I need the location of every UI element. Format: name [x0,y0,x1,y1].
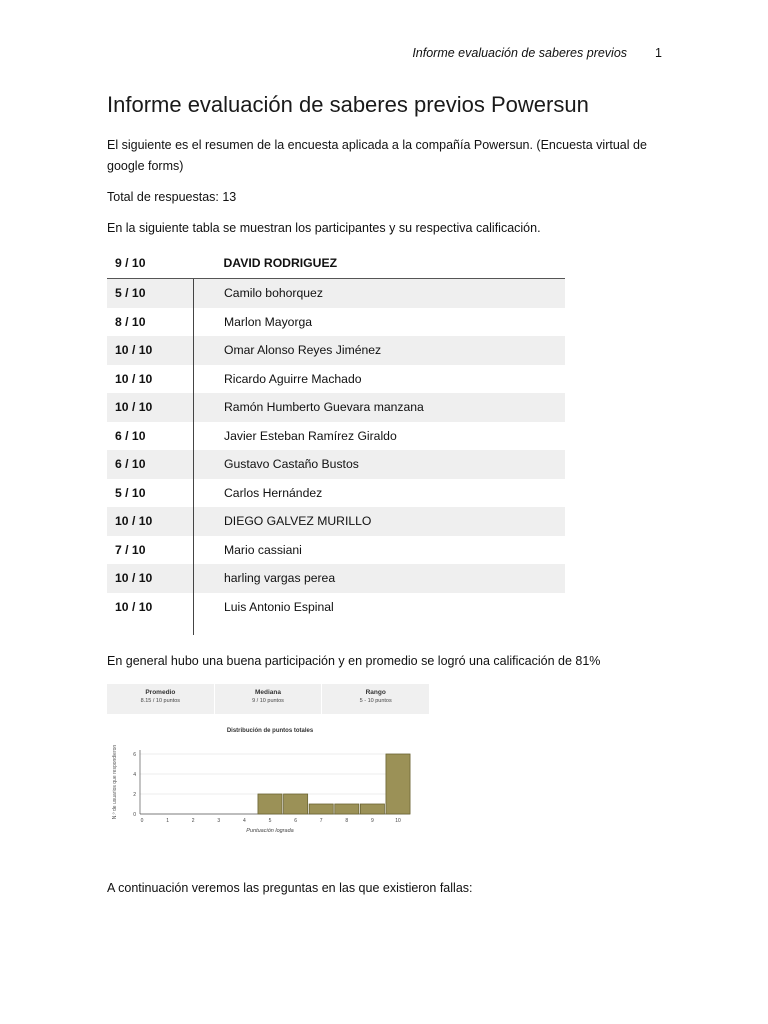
row-score: 5 / 10 [107,279,194,308]
table-row [107,422,565,451]
row-name: Carlos Hernández [224,485,323,500]
x-tick-label: 2 [191,818,195,824]
row-name: Marlon Mayorga [224,314,313,329]
x-tick-label: 1 [166,818,169,824]
row-name: Gustavo Castaño Bustos [194,450,566,479]
bar-score-7 [309,804,333,814]
row-name: Omar Alonso Reyes Jiménez [194,336,566,365]
table-row [107,336,565,365]
x-tick-label: 10 [395,818,401,824]
row-score: 10 / 10 [107,564,194,593]
row-score: 10 / 10 [107,336,194,365]
chart-title: Distribución de puntos totales [226,728,314,734]
table-row [107,450,565,479]
table-header-score: 9 / 10 [107,248,194,279]
row-score: 10 / 10 [107,507,194,536]
row-name: Ramón Humberto Guevara manzana [194,393,566,422]
table-row [107,536,565,565]
row-name: Luis Antonio Espinal [224,599,334,614]
summary-paragraph: En general hubo una buena participación y en promedio se logró una calificación de 81% [107,654,601,668]
y-axis-label: N.º de usuarios que respondieron [112,744,118,820]
row-name: Mario cassiani [224,542,302,557]
stat-label: Mediana [255,689,282,696]
row-name: Javier Esteban Ramírez Giraldo [224,428,397,443]
total-responses: Total de respuestas: 13 [107,190,237,204]
row-name: Ricardo Aguirre Machado [224,371,362,386]
table-row [107,593,565,622]
row-score: 10 / 10 [107,365,194,394]
x-tick-label: 8 [345,818,349,824]
table-row [107,479,565,508]
x-axis-label: Puntuación lograda [246,828,294,834]
bar-score-5 [258,794,282,814]
row-name: Camilo bohorquez [194,279,566,308]
bar-score-9 [360,804,384,814]
stat-label: Promedio [145,689,176,696]
row-score: 7 / 10 [107,536,194,565]
table-row [107,507,565,536]
running-title: Informe evaluación de saberes previos [412,46,628,60]
table-intro: En la siguiente tabla se muestran los participantes y su respectiva calificación. [107,221,541,235]
x-tick-label: 5 [268,818,272,824]
row-score: 5 / 10 [107,479,194,508]
bar-score-10 [386,754,410,814]
table-row [107,308,565,337]
row-name: harling vargas perea [194,564,566,593]
running-header [380,46,662,60]
y-tick-label: 0 [133,812,136,818]
x-tick-label: 4 [243,818,246,824]
stat-value: 5 - 10 puntos [359,698,392,704]
stat-value: 8.15 / 10 puntos [140,698,181,704]
stat-median [215,684,322,714]
grades-table [107,248,565,635]
stat-label: Rango [365,689,386,696]
stats-summary [107,684,429,714]
bar-score-6 [284,794,308,814]
table-header-row [107,248,565,279]
row-score: 6 / 10 [107,422,194,451]
row-score: 8 / 10 [107,308,194,337]
x-tick-label: 3 [217,818,221,824]
x-tick-label: 9 [371,818,374,824]
intro-paragraph: El siguiente es el resumen de la encuesta aplicada a la compañía Powersun. (Encuesta virtual de google forms) [107,138,647,173]
table-header-name: DAVID RODRIGUEZ [194,248,566,279]
stat-value: 9 / 10 puntos [252,698,284,704]
x-tick-label: 7 [319,818,323,824]
x-tick-label: 6 [294,818,297,824]
table-row [107,393,565,422]
x-tick-label: 0 [140,818,144,824]
row-score: 10 / 10 [107,393,194,422]
table-row [107,365,565,394]
score-distribution-chart [100,720,420,840]
row-name: DIEGO GALVEZ MURILLO [194,507,566,536]
table-row [107,279,565,308]
row-score: 10 / 10 [107,593,194,622]
page-number: 1 [655,46,662,60]
stat-average [107,684,214,714]
y-tick-label: 4 [133,772,136,778]
y-tick-label: 6 [133,752,136,758]
outro-paragraph: A continuación veremos las preguntas en las que existieron fallas: [107,881,473,895]
row-score: 6 / 10 [107,450,194,479]
stat-range [322,684,429,714]
bar-score-8 [335,804,359,814]
y-tick-label: 2 [133,792,136,798]
document-title: Informe evaluación de saberes previos Powersun [107,92,589,117]
table-row [107,564,565,593]
